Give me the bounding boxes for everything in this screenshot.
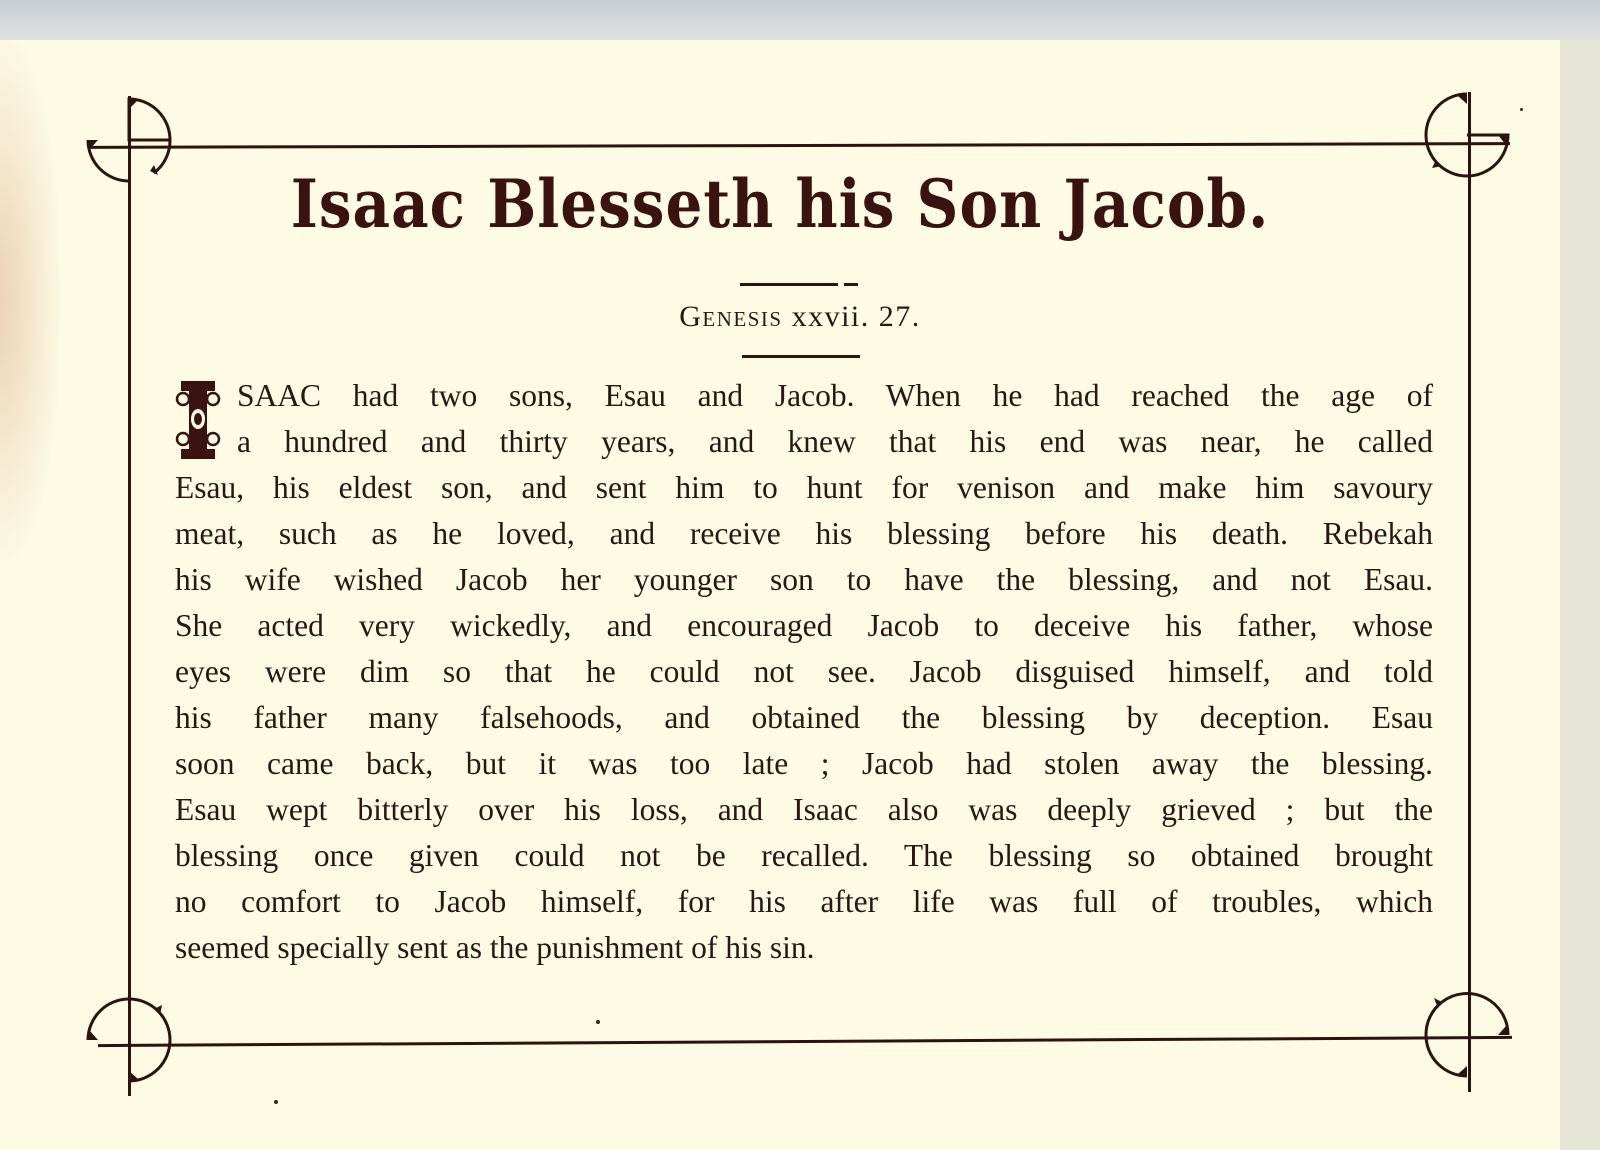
paragraph-line: a hundred and thirty years, and knew that his end was near, he called — [237, 424, 1433, 459]
frame-left-rule — [128, 96, 131, 1096]
paragraph-line: Esau wept bitterly over his loss, and Isaac also was deeply grieved ; but the — [175, 792, 1433, 827]
paper-speck — [274, 1100, 278, 1104]
drop-cap-i-icon — [175, 379, 221, 461]
title-divider-rule-dash — [844, 283, 858, 286]
paragraph-line: SAAC had two sons, Esau and Jacob. When he had reached the age of — [237, 378, 1433, 413]
paragraph-line: Esau, his eldest son, and sent him to hunt for venison and make him savoury — [175, 470, 1433, 505]
scripture-reference — [0, 300, 1600, 334]
paper-speck — [596, 1020, 600, 1024]
paragraph-line: eyes were dim so that he could not see. Jacob disguised himself, and told — [175, 654, 1433, 689]
paragraph-line: his wife wished Jacob her younger son to have the blessing, and not Esau. — [175, 562, 1433, 597]
title-divider-rule — [740, 283, 838, 286]
reference-book: Genesis — [679, 300, 783, 333]
scan-background-strip — [0, 0, 1600, 40]
corner-ornament-bottom-right-icon — [1422, 990, 1512, 1080]
reference-chapter-verse: xxvii. 27. — [791, 300, 921, 333]
paragraph-line: She acted very wickedly, and encouraged Jacob to deceive his father, whose — [175, 608, 1433, 643]
paragraph-line: meat, such as he loved, and receive his blessing before his death. Rebekah — [175, 516, 1433, 551]
card-title: Isaac Blesseth his Son Jacob. — [290, 164, 1270, 244]
paragraph-line: soon came back, but it was too late ; Jacob had stolen away the blessing. — [175, 746, 1433, 781]
paragraph-line: blessing once given could not be recalled. The blessing so obtained brought — [175, 838, 1433, 873]
paper-speck — [1520, 108, 1523, 111]
corner-ornament-bottom-left-icon — [84, 995, 174, 1085]
paragraph-line: no comfort to Jacob himself, for his after life was full of troubles, which — [175, 884, 1433, 919]
paragraph-line: his father many falsehoods, and obtained the blessing by deception. Esau — [175, 700, 1433, 735]
story-paragraph — [175, 373, 1433, 971]
paragraph-line: seemed specially sent as the punishment of his sin. — [175, 930, 815, 965]
reference-divider-rule — [742, 355, 860, 358]
card-edge-shadow — [1560, 40, 1600, 1150]
